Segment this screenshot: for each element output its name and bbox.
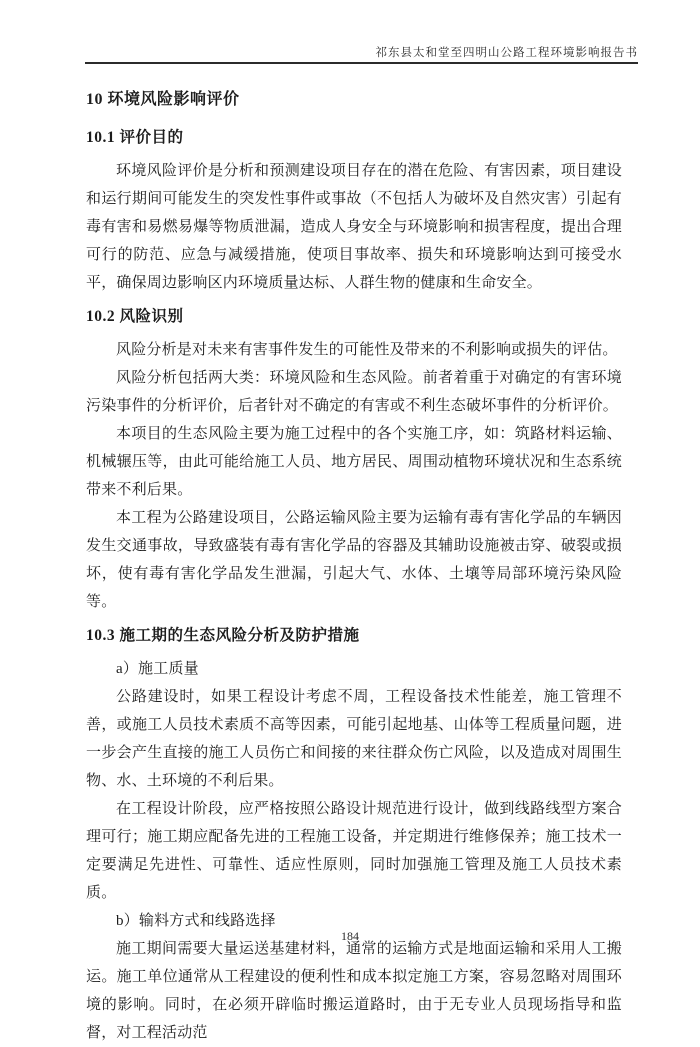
paragraph: 本项目的生态风险主要为施工过程中的各个实施工序，如：筑路材料运输、机械辗压等，由此可能给施工人员、地方居民、周围动植物环境状况和生态系统带来不利后果。 xyxy=(86,426,622,498)
paragraph: 施工期间需要大量运送基建材料，通常的运输方式是地面运输和采用人工搬运。施工单位通常从工程建设的便利性和成本拟定施工方案，容易忽略对周围环境的影响。同时，在必须开辟临时搬运道路时，由于无专业人员现场指导和监督，对工程活动范 xyxy=(86,941,622,1041)
header-divider-rule xyxy=(85,62,638,64)
section-heading-10-3: 10.3 施工期的生态风险分析及防护措施 xyxy=(86,627,360,644)
paragraph: 公路建设时，如果工程设计考虑不周，工程设备技术性能差，施工管理不善，或施工人员技术素质不高等因素，可能引起地基、山体等工程质量问题，进一步会产生直接的施工人员伤亡和间接的来往群众伤亡风险，以及造成对周围生物、水、土环境的不利后果。 xyxy=(86,689,622,789)
paragraph: 风险分析是对未来有害事件发生的可能性及带来的不利影响或损失的评估。 xyxy=(116,342,618,358)
section-heading-10-1: 10.1 评价目的 xyxy=(86,129,184,146)
running-header-title: 祁东县太和堂至四明山公路工程环境影响报告书 xyxy=(375,47,638,59)
list-item-b-label: b）输料方式和线路选择 xyxy=(116,913,276,929)
paragraph: 在工程设计阶段，应严格按照公路设计规范进行设计，做到线路线型方案合理可行；施工期应配备先进的工程施工设备，并定期进行维修保养；施工技术一定要满足先进性、可靠性、适应性原则，同时加强施工管理及施工人员技术素质。 xyxy=(86,801,622,901)
list-item-a-label: a）施工质量 xyxy=(116,661,199,677)
paragraph: 环境风险评价是分析和预测建设项目存在的潜在危险、有害因素，项目建设和运行期间可能发生的突发性事件或事故（不包括人为破坏及自然灾害）引起有毒有害和易燃易爆等物质泄漏，造成人身安全与环境影响和损害程度，提出合理可行的防范、应急与减缓措施，使项目事故率、损失和环境影响达到可接受水平，确保周边影响区内环境质量达标、人群生物的健康和生命安全。 xyxy=(86,163,622,291)
section-heading-10-2: 10.2 风险识别 xyxy=(86,308,184,325)
paragraph: 风险分析包括两大类：环境风险和生态风险。前者着重于对确定的有害环境污染事件的分析评价，后者针对不确定的有害或不利生态破坏事件的分析评价。 xyxy=(86,370,622,414)
paragraph: 本工程为公路建设项目，公路运输风险主要为运输有毒有害化学品的车辆因发生交通事故，导致盛装有毒有害化学品的容器及其辅助设施被击穿、破裂或损坏，使有毒有害化学品发生泄漏，引起大气、水体、土壤等局部环境污染风险等。 xyxy=(86,510,622,610)
page-number: 184 xyxy=(341,929,359,943)
page-content xyxy=(86,88,622,1047)
chapter-title: 10 环境风险影响评价 xyxy=(86,91,240,108)
